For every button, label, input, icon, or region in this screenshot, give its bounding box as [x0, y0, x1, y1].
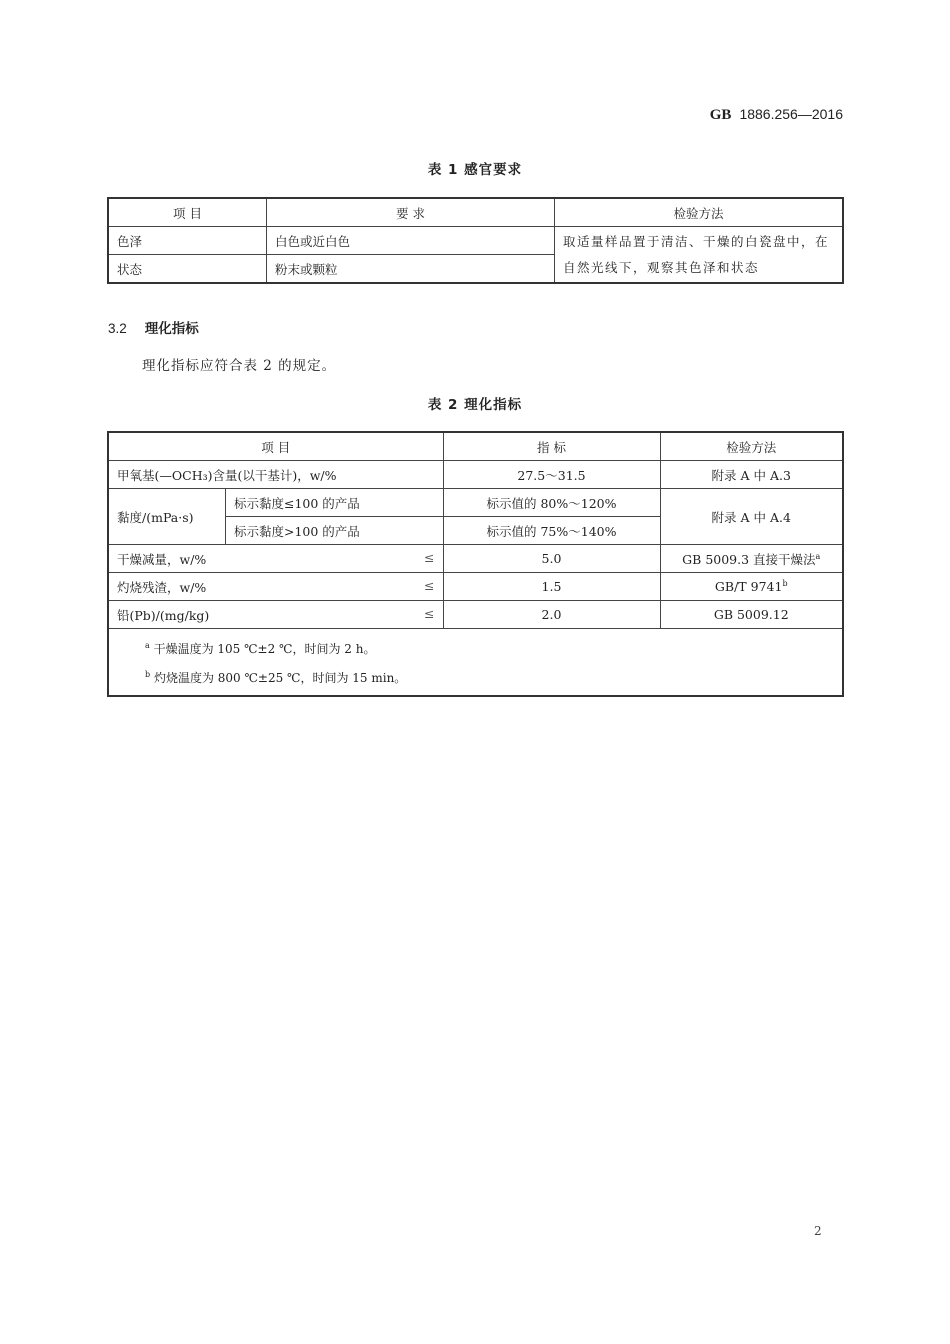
- column-header: 要 求: [267, 198, 555, 227]
- less-equal-symbol: ≤: [424, 577, 435, 593]
- section-heading: [108, 317, 199, 337]
- standard-number: 1886.256—2016: [739, 106, 843, 122]
- footnote-mark: b: [145, 670, 151, 679]
- method-cell: 取适量样品置于清洁、干燥的白瓷盘中，在自然光线下，观察其色泽和状态: [555, 227, 844, 284]
- table-row: [108, 461, 843, 489]
- table-row: [108, 489, 843, 517]
- column-header: 项 目: [108, 198, 267, 227]
- method-text: GB 5009.3 直接干燥法: [682, 551, 816, 567]
- item-cell: [108, 573, 443, 601]
- table-header-row: [108, 198, 843, 227]
- footnote-text: 干燥温度为 105 ℃±2 ℃，时间为 2 h。: [149, 642, 376, 656]
- method-cell: [660, 573, 843, 601]
- item-cell: [108, 545, 443, 573]
- section-paragraph: 理化指标应符合表 2 的规定。: [142, 358, 337, 374]
- page-number: 2: [814, 1224, 822, 1238]
- method-cell: 附录 A 中 A.3: [660, 461, 843, 489]
- requirement-cell: 粉末或颗粒: [267, 255, 555, 284]
- value-cell: 标示值的 75%～140%: [443, 517, 660, 545]
- method-cell: [660, 545, 843, 573]
- table1-title: 表 1 感官要求: [427, 162, 523, 178]
- table-row: [108, 573, 843, 601]
- column-header: 项 目: [108, 432, 443, 461]
- footnote: [145, 633, 834, 662]
- section-number: 3.2: [108, 321, 127, 336]
- item-cell: 标示黏度>100 的产品: [226, 517, 444, 545]
- viscosity-label-cell: 黏度/(mPa·s): [108, 489, 226, 545]
- item-cell: 甲氧基(—OCH₃)含量(以干基计)，w/%: [108, 461, 443, 489]
- item-cell: 状态: [108, 255, 267, 284]
- column-header: 检验方法: [660, 432, 843, 461]
- method-cell: 附录 A 中 A.4: [660, 489, 843, 545]
- item-cell: 标示黏度≤100 的产品: [226, 489, 444, 517]
- table-row: [108, 227, 843, 255]
- item-label: 铅(Pb)/(mg/kg): [117, 607, 210, 623]
- table-header-row: [108, 432, 843, 461]
- notes-row: [108, 629, 843, 697]
- less-equal-symbol: ≤: [424, 605, 435, 621]
- method-cell: GB 5009.12: [660, 601, 843, 629]
- table-row: [108, 545, 843, 573]
- value-cell: 1.5: [443, 573, 660, 601]
- footnote-mark: a: [145, 641, 150, 650]
- notes-cell: [108, 629, 843, 697]
- footnote-ref: b: [782, 578, 788, 588]
- item-cell: [108, 601, 443, 629]
- sensory-requirements-table: [107, 197, 844, 284]
- physicochemical-table: [107, 431, 844, 697]
- value-cell: 标示值的 80%～120%: [443, 489, 660, 517]
- footnote-text: 灼烧温度为 800 ℃±25 ℃，时间为 15 min。: [150, 671, 407, 685]
- standard-prefix: GB: [709, 107, 732, 123]
- table2-title: 表 2 理化指标: [427, 397, 523, 413]
- less-equal-symbol: ≤: [424, 549, 435, 565]
- section-title: 理化指标: [144, 321, 199, 337]
- requirement-cell: 白色或近白色: [267, 227, 555, 255]
- column-header: 指 标: [443, 432, 660, 461]
- value-cell: 2.0: [443, 601, 660, 629]
- item-cell: 色泽: [108, 227, 267, 255]
- value-cell: 27.5～31.5: [443, 461, 660, 489]
- table-row: [108, 601, 843, 629]
- page-header: [710, 106, 843, 124]
- footnote-ref: a: [815, 551, 821, 561]
- footnote: [145, 662, 834, 691]
- value-cell: 5.0: [443, 545, 660, 573]
- item-label: 灼烧残渣，w/%: [117, 579, 207, 595]
- item-label: 干燥减量，w/%: [117, 551, 207, 567]
- method-text: GB/T 9741: [714, 579, 783, 595]
- column-header: 检验方法: [555, 198, 844, 227]
